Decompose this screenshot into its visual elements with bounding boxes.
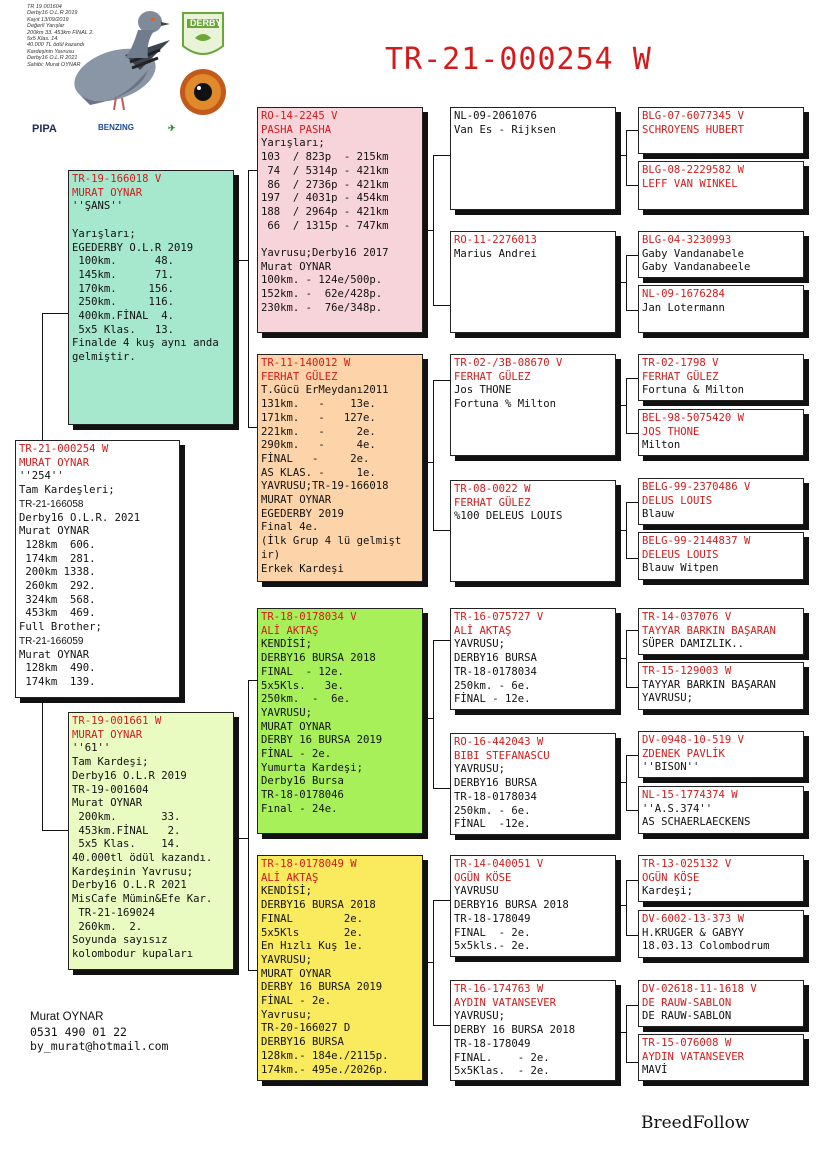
pedigree-line <box>72 214 230 228</box>
pedigree-line: DERBY16 BURSA <box>454 777 537 790</box>
pedigree-card-g3 <box>638 231 804 278</box>
pedigree-line: 197 / 4031p - 454km <box>261 192 389 205</box>
breeder-name: MURAT OYNAR <box>72 728 143 741</box>
pedigree-line: TR-21-166059 <box>19 635 84 647</box>
ring-number: TR-19-001661 W <box>72 715 162 727</box>
pedigree-card-dam <box>68 712 234 970</box>
pedigree-card-sss <box>450 107 616 210</box>
photo-caption-line: 40.000 TL ödül kazandı <box>27 42 85 49</box>
owner-contact <box>30 1010 168 1054</box>
breeder-name: LEFF VAN WINKEL <box>642 177 738 190</box>
ring-number: BLG-08-2229582 W <box>642 164 745 176</box>
pedigree-line: ''254'' <box>19 470 64 483</box>
pedigree-line: 86 / 2736p - 421km <box>261 178 389 191</box>
pedigree-line: T.Gücü ErMeydanı2011 <box>261 384 389 397</box>
pedigree-line: ''ŞANS'' <box>72 200 124 213</box>
pedigree-title: TR-21-000254 W <box>385 42 652 77</box>
ring-number: BLG-04-3230993 <box>642 234 732 246</box>
pedigree-line: Murat OYNAR <box>19 648 90 661</box>
pedigree-line: gelmiştir. <box>72 351 136 364</box>
pedigree-card-ssd <box>450 231 616 333</box>
pedigree-line: KENDİSİ; <box>261 638 313 651</box>
pedigree-card-dsd <box>450 733 616 835</box>
pedigree-line: 5x5 Klas. 14. <box>72 838 181 851</box>
pedigree-line: 200km. 33. <box>72 810 181 823</box>
pedigree-line: TR-20-166027 D <box>261 1022 351 1035</box>
pedigree-card-g9 <box>638 608 804 655</box>
breeder-name: FERHAT GÜLEZ <box>642 370 719 383</box>
pedigree-line: 5x5kls.- 2e. <box>454 940 531 953</box>
pedigree-line: 170km. 156. <box>72 282 175 295</box>
pedigree-line: DERBY 16 BURSA 2019 <box>261 981 383 994</box>
pedigree-line: FINAL. - 2e. <box>454 1051 550 1064</box>
derby-logo <box>180 10 226 62</box>
ring-number: DV-6002-13-373 W <box>642 913 745 925</box>
pedigree-line: %100 DELEUS LOUIS <box>454 510 563 523</box>
pedigree-line: 5x5Klas. - 2e. <box>454 1065 550 1078</box>
ring-number: TR-02-1798 V <box>642 357 719 369</box>
pedigree-line: MisCafe Mümin&Efe Kar. <box>72 893 213 906</box>
pedigree-card-g6 <box>638 409 804 456</box>
pedigree-line: En Hızlı Kuş 1e. <box>261 940 364 953</box>
pedigree-line: TR-18-178049 <box>454 912 531 925</box>
pedigree-line: 100km. - 124e/500p. <box>261 274 383 287</box>
pedigree-line: KENDİSİ; <box>261 885 313 898</box>
pedigree-card-g13 <box>638 855 804 902</box>
pedigree-line: YAVRUSU; <box>642 692 694 705</box>
pedigree-line: Yavrusu;Derby16 2017 <box>261 247 389 260</box>
pedigree-line: 5x5Kls. 3e. <box>261 679 344 692</box>
pedigree-line: 128km 490. <box>19 662 96 675</box>
pedigree-card-g16 <box>638 1034 804 1081</box>
pedigree-line: Blauw <box>642 508 674 521</box>
owner-email[interactable]: by_murat@hotmail.com <box>30 1039 169 1053</box>
photo-caption-line: Değerli Yarışlar <box>27 23 65 30</box>
ring-number: TR-18-0178034 V <box>261 611 357 623</box>
pedigree-line: Van Es - Rijksen <box>454 123 557 136</box>
pedigree-line: TR-18-0178034 <box>454 790 537 803</box>
pedigree-line: YAVRUSU; <box>261 953 313 966</box>
breeder-name: DE RAUW-SABLON <box>642 996 732 1009</box>
pedigree-line: Milton <box>642 439 681 452</box>
photo-caption-line: Kardeşinin Yavrusu <box>27 48 75 55</box>
pedigree-card-g2 <box>638 161 804 210</box>
pedigree-line: DERBY16 BURSA 2018 <box>261 652 376 665</box>
breeder-name: TAYYAR BARKIN BAŞARAN <box>642 624 776 637</box>
pedigree-line: YAVRUSU <box>454 885 499 898</box>
ring-number: TR-19-166018 V <box>72 173 162 185</box>
pedigree-line: 453km.FİNAL 2. <box>72 824 181 837</box>
pedigree-card-g10 <box>638 662 804 710</box>
pedigree-line: TR-18-0178034 <box>454 665 537 678</box>
pedigree-card-sire <box>68 170 234 425</box>
pedigree-line: Yumurta Kardeşi; <box>261 761 364 774</box>
pedigree-line: Fınal - 24e. <box>261 802 338 815</box>
pedigree-line: YAVRUSU; <box>261 706 313 719</box>
pedigree-line: Kardeşi; <box>642 885 694 898</box>
pedigree-line: 18.03.13 Colombodrum <box>642 940 770 953</box>
pedigree-line: TR-21-169024 <box>72 906 155 919</box>
pedigree-card-g7 <box>638 478 804 525</box>
pedigree-line: FİNAL -12e. <box>454 818 531 831</box>
pedigree-line: 174km 281. <box>19 552 96 565</box>
pedigree-line: DERBY 16 BURSA 2018 <box>454 1024 576 1037</box>
pedigree-line: 174km.- 495e./2026p. <box>261 1063 389 1076</box>
pedigree-line: 260km 292. <box>19 580 96 593</box>
pedigree-line: 453km 469. <box>19 607 96 620</box>
ring-number: TR-08-0022 W <box>454 483 531 495</box>
pedigree-line: Gaby Vandanabele <box>642 247 745 260</box>
pedigree-line: 103 / 823p - 215km <box>261 151 389 164</box>
breeder-name: ALİ AKTAŞ <box>454 624 512 637</box>
breeder-name: DELUS LOUIS <box>642 494 713 507</box>
breeder-name: OGÜN KÖSE <box>642 871 700 884</box>
breeder-name: MURAT OYNAR <box>19 456 90 469</box>
pedigree-line: 145km. 71. <box>72 268 175 281</box>
ring-number: DV-02618-11-1618 V <box>642 983 757 995</box>
pedigree-line: Murat OYNAR <box>19 525 90 538</box>
pedigree-line: Marius Andrei <box>454 247 537 260</box>
pedigree-line: TR-19-001604 <box>72 783 149 796</box>
breeder-name: ZDENEK PAVLİK <box>642 747 725 760</box>
pedigree-card-dam-dam <box>257 855 423 1081</box>
eye-photo <box>178 67 228 117</box>
pedigree-line: Tam Kardeşi; <box>72 756 149 769</box>
pedigree-line: Yavrusu; <box>261 1008 313 1021</box>
pedigree-line: Blauw Witpen <box>642 562 719 575</box>
pedigree-line: Jan Lotermann <box>642 301 725 314</box>
pedigree-line: 171km. - 127e. <box>261 411 376 424</box>
pedigree-line: FINAL - 12e. <box>261 665 344 678</box>
breeder-name: PASHA PASHA <box>261 123 332 136</box>
pedigree-line: 66 / 1315p - 747km <box>261 219 389 232</box>
ring-number: TR-21-000254 W <box>19 443 109 455</box>
pedigree-line: (İlk Grup 4 lü gelmişt <box>261 535 402 548</box>
pedigree-line: Tam Kardeşleri; <box>19 484 115 497</box>
benzing-logo: BENZING <box>98 123 134 132</box>
breeder-name: AYDIN VATANSEVER <box>642 1050 745 1063</box>
pedigree-line: YAVRUSU;TR-19-166018 <box>261 480 389 493</box>
pedigree-line: DERBY16 BURSA 2018 <box>261 899 376 912</box>
pedigree-card-g4 <box>638 285 804 333</box>
pedigree-line: 74 / 5314p - 421km <box>261 164 389 177</box>
pedigree-card-ddd <box>450 980 616 1081</box>
pedigree-line: FİNAL - 2e. <box>261 452 370 465</box>
owner-phone: 0531 490 01 22 <box>30 1024 127 1039</box>
pedigree-line: Kardeşinin Yavrusu; <box>72 865 194 878</box>
pedigree-line: DE RAUW-SABLON <box>642 1010 732 1023</box>
ring-number: TR-18-0178049 W <box>261 858 357 870</box>
pedigree-line <box>261 233 419 247</box>
pedigree-line: Murat OYNAR <box>261 260 332 273</box>
pedigree-line: 131km. - 13e. <box>261 398 376 411</box>
pedigree-line: FINAL - 2e. <box>454 926 531 939</box>
pedigree-line: DERBY16 BURSA 2018 <box>454 899 569 912</box>
pedigree-card-sds <box>450 354 616 456</box>
pedigree-line: ir) <box>261 548 281 561</box>
photo-caption-line: Kayıt 13/09/2019 <box>27 16 69 23</box>
breeder-name: MURAT OYNAR <box>72 186 143 199</box>
pedigree-line: MURAT OYNAR <box>261 720 332 733</box>
pedigree-line: Yarışları; <box>261 137 325 150</box>
pedigree-line: Final 4e. <box>261 521 319 534</box>
pedigree-line: 260km. 2. <box>72 920 143 933</box>
pedigree-card-g12 <box>638 786 804 834</box>
pedigree-line: 40.000tl ödül kazandı. <box>72 852 213 865</box>
ring-number: TR-14-040051 V <box>454 858 544 870</box>
ring-number: TR-13-025132 V <box>642 858 732 870</box>
pedigree-card-dam-sire <box>257 608 423 834</box>
pedigree-line: TR-21-166058 <box>19 498 84 510</box>
pedigree-card-g14 <box>638 910 804 958</box>
pedigree-line: 152km. - 62e/428p. <box>261 288 383 301</box>
photo-caption <box>27 4 94 68</box>
pedigree-card-g1 <box>638 107 804 154</box>
photo-caption-line: Derby16 O.L.R 2019 <box>27 10 78 17</box>
pedigree-line: NL-09-2061076 <box>454 110 537 122</box>
pedigree-line: H.KRUGER & GABYY <box>642 926 745 939</box>
pedigree-line: EGEDERBY O.L.R 2019 <box>72 241 194 254</box>
pedigree-line: 290km. - 4e. <box>261 439 376 452</box>
pedigree-line: Derby16 Bursa <box>261 775 344 788</box>
pedigree-line: Derby16 O.L.R 2019 <box>72 769 187 782</box>
pedigree-line: Finalde 4 kuş aynı anda <box>72 337 219 350</box>
breeder-name: SCHROYENS HUBERT <box>642 123 745 136</box>
pedigree-line: Fortuna & Milton <box>642 384 745 397</box>
pedigree-line: AS KLAS. - 1e. <box>261 466 376 479</box>
ring-number: TR-16-174763 W <box>454 983 544 995</box>
ring-number: BELG-99-2370486 V <box>642 481 751 493</box>
pedigree-line: Jos THONE <box>454 384 512 397</box>
pedigree-line: 250km. - 6e. <box>454 804 531 817</box>
pedigree-line: Derby16 O.L.R 2021 <box>72 879 187 892</box>
pedigree-line: Soyunda sayısız <box>72 934 168 947</box>
pedigree-line: 5x5 Klas. 13. <box>72 323 175 336</box>
ring-number: BELG-99-2144837 W <box>642 535 751 547</box>
pedigree-card-sdd <box>450 480 616 582</box>
pedigree-line: ''BISON'' <box>642 761 700 774</box>
photo-caption-line: TR 19 001604 <box>27 4 62 10</box>
pedigree-card-g5 <box>638 354 804 401</box>
ring-number: TR-02-/3B-08670 V <box>454 357 563 369</box>
pedigree-line: FINAL 2e. <box>261 912 364 925</box>
photo-caption-line: 5x5 Klas. 14. <box>27 36 59 43</box>
pedigree-line: Murat OYNAR <box>72 797 143 810</box>
owner-name: Murat OYNAR <box>30 1011 104 1023</box>
ring-number: RO-14-2245 V <box>261 110 338 122</box>
breeder-name: FERHAT GÜLEZ <box>261 370 338 383</box>
pedigree-card-sire-sire <box>257 107 423 333</box>
pedigree-line: MURAT OYNAR <box>261 967 332 980</box>
pedigree-line: 200km 1338. <box>19 566 96 579</box>
pedigree-line: TAYYAR BARKIN BAŞARAN <box>642 678 776 691</box>
pedigree-card-dss <box>450 608 616 710</box>
photo-caption-line: Derby16 O.L.R 2021 <box>27 55 78 62</box>
ring-number: BEL-98-5075420 W <box>642 412 745 424</box>
breeder-name: ALİ AKTAŞ <box>261 871 319 884</box>
ring-number: TR-11-140012 W <box>261 357 351 369</box>
pedigree-line: YAVRUSU; <box>454 763 506 776</box>
ring-number: BLG-07-6077345 V <box>642 110 745 122</box>
pedigree-card-g8 <box>638 532 804 580</box>
pedigree-line: Derby16 O.L.R. 2021 <box>19 511 141 524</box>
pedigree-line: kolombodur kupaları <box>72 947 194 960</box>
pedigree-line: 174km 139. <box>19 675 96 688</box>
ring-number: NL-09-1676284 <box>642 288 725 300</box>
ring-number: DV-0948-10-519 V <box>642 734 745 746</box>
pedigree-card-g15 <box>638 980 804 1027</box>
breeder-name: AYDIN VATANSEVER <box>454 996 557 1009</box>
breeder-name: JOS THONE <box>642 425 700 438</box>
pedigree-line: DERBY16 BURSA <box>454 652 537 665</box>
pedigree-line: 100km. 48. <box>72 255 175 268</box>
ring-number: TR-16-075727 V <box>454 611 544 623</box>
derby-logo-label: DERBY <box>190 18 222 28</box>
pedigree-line: DERBY 16 BURSA 2019 <box>261 734 383 747</box>
breeder-name: FERHAT GÜLEZ <box>454 496 531 509</box>
ring-number: TR-15-076008 W <box>642 1037 732 1049</box>
pedigree-card-dds <box>450 855 616 957</box>
pedigree-line: 250km. - 6e. <box>261 693 351 706</box>
ring-number: RO-11-2276013 <box>454 234 537 246</box>
pedigree-line: Gaby Vandanabeele <box>642 261 751 274</box>
pedigree-line: Yarışları; <box>72 227 136 240</box>
photo-caption-line: 200km 33. 453km FİNAL 2. <box>27 29 94 36</box>
pedigree-line: TR-18-0178046 <box>261 789 344 802</box>
pedigree-line: 400km.FİNAL 4. <box>72 310 175 323</box>
pedigree-line: 324km 568. <box>19 593 96 606</box>
breeder-name: ALİ AKTAŞ <box>261 624 319 637</box>
pedigree-line: Erkek Kardeşi <box>261 562 344 575</box>
breeder-name: DELEUS LOUIS <box>642 548 719 561</box>
pedigree-card-g11 <box>638 731 804 778</box>
pedigree-line: 188 / 2964p - 421km <box>261 205 389 218</box>
ring-number: NL-15-1774374 W <box>642 789 738 801</box>
breeder-name: OGÜN KÖSE <box>454 871 512 884</box>
pedigree-line: MAVİ <box>642 1064 668 1077</box>
pedigree-line: Fortuna % Milton <box>454 398 557 411</box>
pedigree-line: FİNAL - 2e. <box>261 995 332 1008</box>
pedigree-line: 221km. - 2e. <box>261 425 376 438</box>
pedigree-line: 250km. 116. <box>72 296 175 309</box>
pedigree-line: 128km 606. <box>19 538 96 551</box>
ring-number: RO-16-442043 W <box>454 736 544 748</box>
pipa-logo: PIPA <box>32 123 57 135</box>
pedigree-line: 250km. - 6e. <box>454 679 531 692</box>
breeder-name: FERHAT GÜLEZ <box>454 370 531 383</box>
pedigree-line: DERBY16 BURSA <box>261 1036 344 1049</box>
pedigree-line: SÜPER DAMIZLIK.. <box>642 638 745 651</box>
pedigree-line: FİNAL - 2e. <box>261 748 332 761</box>
pedigree-line: AS SCHAERLAECKENS <box>642 816 751 829</box>
pedigree-line: TR-18-178049 <box>454 1037 531 1050</box>
bird-logo: ✈ <box>168 123 176 133</box>
pedigree-card-sire-dam <box>257 354 423 582</box>
pedigree-line: ''61'' <box>72 742 111 755</box>
photo-caption-line: Sahibi: Murat OYNAR <box>27 61 81 68</box>
pedigree-card-subject <box>15 440 180 698</box>
pedigree-line: 230km. - 76e/348p. <box>261 301 383 314</box>
pedigree-line: 5x5Kls 2e. <box>261 926 364 939</box>
pedigree-line: EGEDERBY 2019 <box>261 507 344 520</box>
pedigree-line: ''A.S.374'' <box>642 802 713 815</box>
brand-name: BreedFollow <box>641 1113 750 1133</box>
breeder-name: BIBI STEFANASCU <box>454 749 550 762</box>
pedigree-line: YAVRUSU; <box>454 638 506 651</box>
ring-number: TR-15-129003 W <box>642 665 732 677</box>
pedigree-line: Full Brother; <box>19 621 102 634</box>
pedigree-line: MURAT OYNAR <box>261 494 332 507</box>
pedigree-line: FİNAL - 12e. <box>454 693 531 706</box>
pedigree-line: 128km.- 184e./2115p. <box>261 1049 389 1062</box>
pedigree-line: YAVRUSU; <box>454 1010 506 1023</box>
ring-number: TR-14-037076 V <box>642 611 732 623</box>
